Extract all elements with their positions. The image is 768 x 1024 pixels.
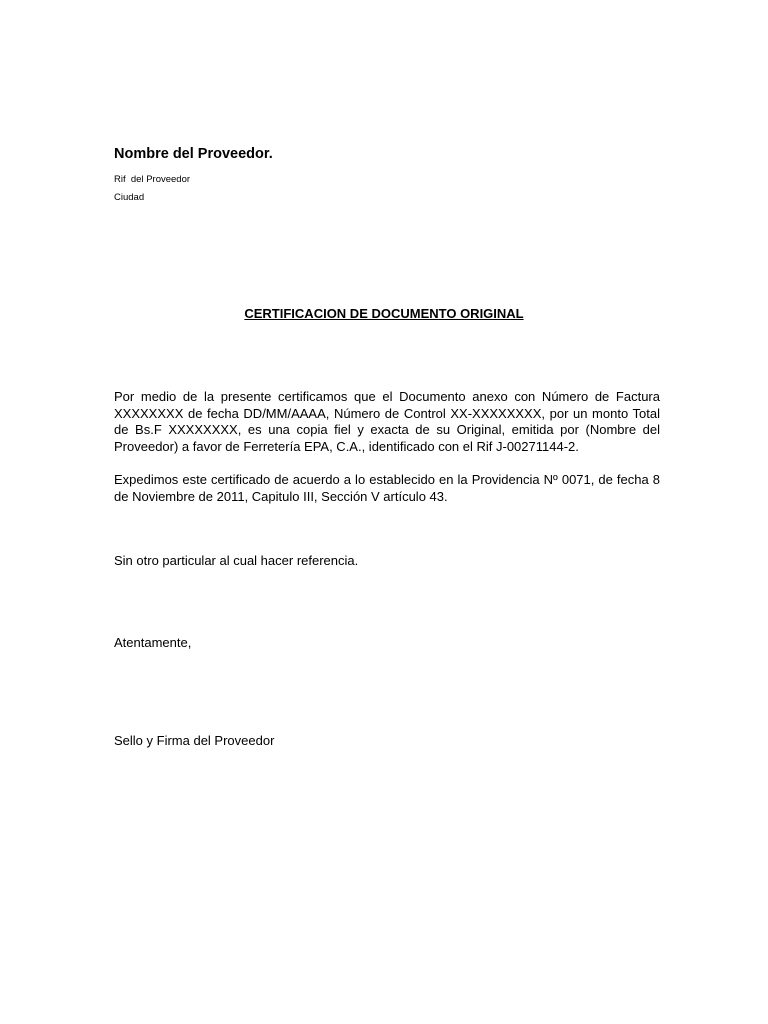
certification-paragraph: Por medio de la presente certificamos que el Documento anexo con Número de Factura XXXXXXXX de fecha DD/MM/AAAA, Número de Control XX-XXXXXXXX, por un monto Total de Bs.F XXXXXXXX, es una copia fiel y exacta de su Original, emitida por (Nombre del Proveedor) a favor de Ferretería EPA, C.A., identificado con el Rif J-00271144-2. [114,389,660,454]
signature-line: Sello y Firma del Proveedor [114,733,275,748]
provider-name: Nombre del Proveedor. [114,146,273,162]
closing-line: Sin otro particular al cual hacer referencia. [114,553,359,568]
legal-basis-paragraph: Expedimos este certificado de acuerdo a lo establecido en la Providencia Nº 0071, de fecha 8 de Noviembre de 2011, Capitulo III, Sección V artículo 43. [114,472,660,504]
provider-rif: Rif del Proveedor [114,174,191,185]
document-title: CERTIFICACION DE DOCUMENTO ORIGINAL [244,306,524,321]
regards-line: Atentamente, [114,635,192,650]
provider-city: Ciudad [114,192,145,203]
